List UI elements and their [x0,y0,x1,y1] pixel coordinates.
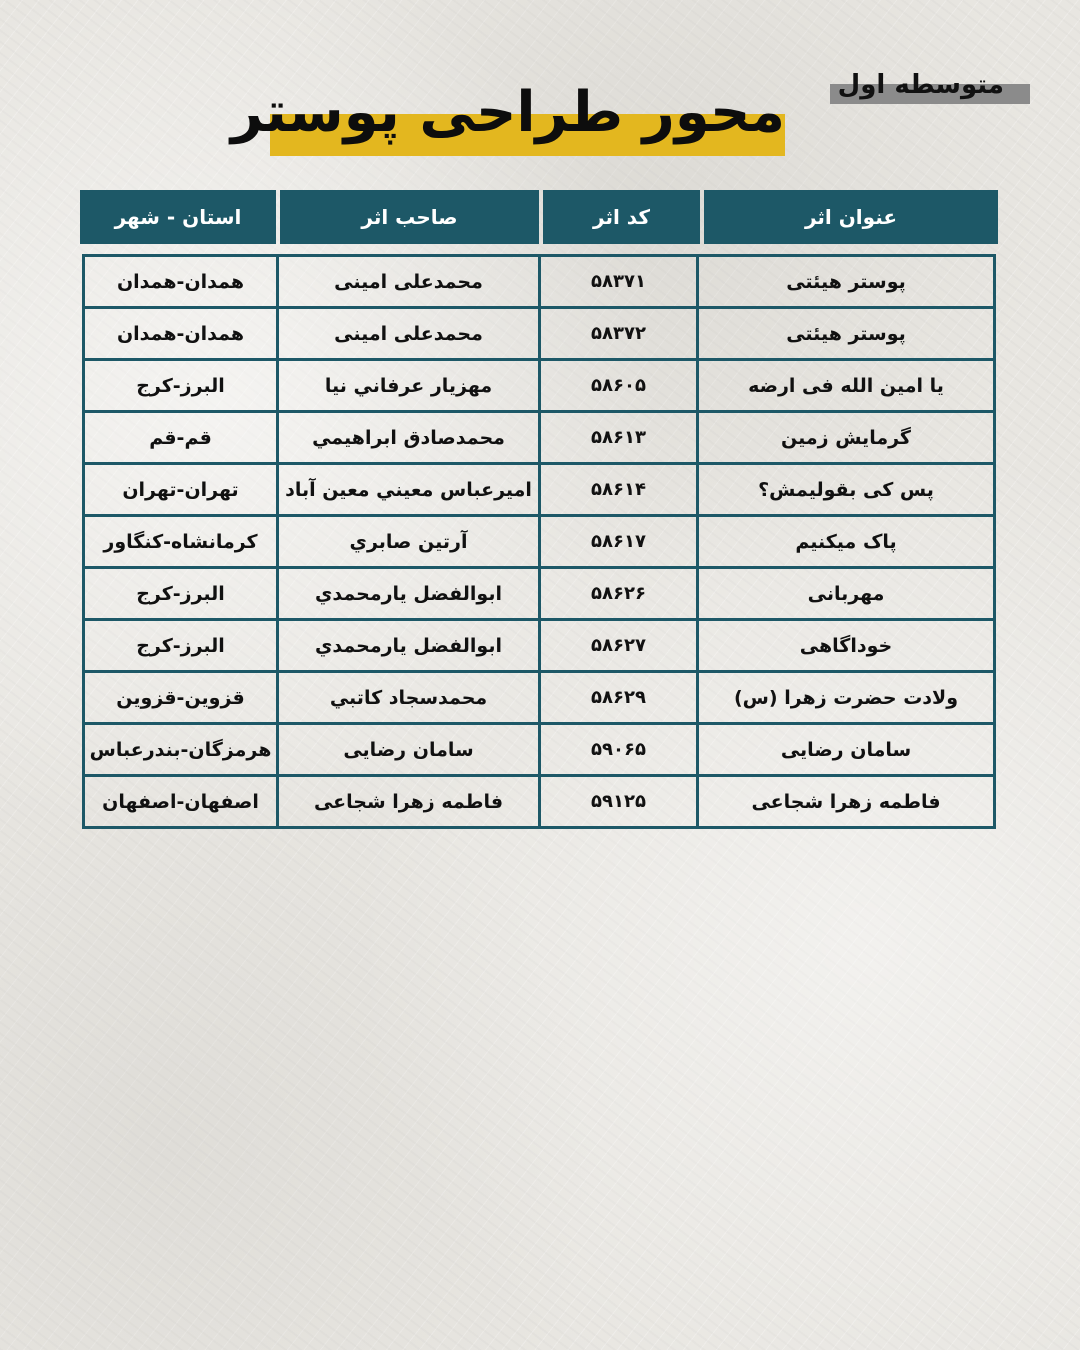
cell-title: پاک میکنیم [696,517,993,566]
cell-title: سامان رضایی [696,725,993,774]
cell-code: ۵۸۶۲۶ [538,569,696,618]
cell-owner: ابوالفضل یارمحمدي [276,569,538,618]
level-badge [830,62,1030,108]
cell-owner: محمدعلی امینی [276,309,538,358]
cell-code: ۵۸۶۰۵ [538,361,696,410]
table-row [85,621,993,673]
cell-city: همدان-همدان [116,322,245,345]
cell-city: البرز-کرج [136,374,225,397]
title-block [230,78,785,158]
cell-title: مهربانی [696,569,993,618]
table-header [80,190,998,244]
page-title: محور طراحی پوستر [230,80,785,145]
cell-code: ۵۸۶۱۴ [538,465,696,514]
cell-title: خوداگاهی [696,621,993,670]
cell-owner: ابوالفضل یارمحمدي [276,621,538,670]
cell-city: قم-قم [149,426,212,449]
level-label: متوسطه اول [837,70,1004,100]
table-row [85,465,993,517]
cell-code: ۵۸۶۱۷ [538,517,696,566]
results-table [80,190,998,829]
cell-owner: سامان رضایی [276,725,538,774]
cell-city: اصفهان-اصفهان [102,790,259,813]
cell-code: ۵۸۳۷۱ [538,257,696,306]
cell-code: ۵۹۰۶۵ [538,725,696,774]
table-body [82,254,996,829]
table-row [85,673,993,725]
cell-city: قزوین-قزوین [116,686,245,709]
cell-title: یا امین الله فی ارضه [696,361,993,410]
table-row [85,517,993,569]
table-row [85,361,993,413]
cell-title: پس کی بقولیمش؟ [696,465,993,514]
cell-owner: امیرعباس معیني معین آباد [276,465,538,514]
cell-owner: محمدصادق ابراهیمي [276,413,538,462]
cell-city: البرز-کرج [136,634,225,657]
cell-city: هرمزگان-بندرعباس [89,738,272,761]
cell-title: گرمایش زمین [696,413,993,462]
table-row [85,257,993,309]
table-row [85,413,993,465]
cell-code: ۵۸۶۱۳ [538,413,696,462]
header-city: استان - شهر [80,190,276,244]
cell-title: پوستر هیئتی [696,309,993,358]
cell-owner: محمدعلی امینی [276,257,538,306]
cell-code: ۵۸۳۷۲ [538,309,696,358]
cell-city: تهران-تهران [122,478,239,501]
table-row [85,725,993,777]
cell-city: البرز-کرج [136,582,225,605]
cell-owner: مهزیار عرفاني نیا [276,361,538,410]
cell-code: ۵۸۶۲۷ [538,621,696,670]
cell-code: ۵۸۶۲۹ [538,673,696,722]
cell-owner: محمدسجاد کاتبي [276,673,538,722]
header-code: کد اثر [543,190,700,244]
cell-title: ولادت حضرت زهرا (س) [696,673,993,722]
cell-owner: فاطمه زهرا شجاعی [276,777,538,826]
header-title: عنوان اثر [704,190,998,244]
cell-title: پوستر هیئتی [696,257,993,306]
cell-code: ۵۹۱۲۵ [538,777,696,826]
cell-owner: آرتین صابري [276,517,538,566]
table-row [85,777,993,829]
cell-city: کرمانشاه-کنگاور [103,530,258,553]
table-row [85,569,993,621]
cell-city: همدان-همدان [116,270,245,293]
cell-title: فاطمه زهرا شجاعی [696,777,993,826]
header-owner: صاحب اثر [280,190,539,244]
table-row [85,309,993,361]
